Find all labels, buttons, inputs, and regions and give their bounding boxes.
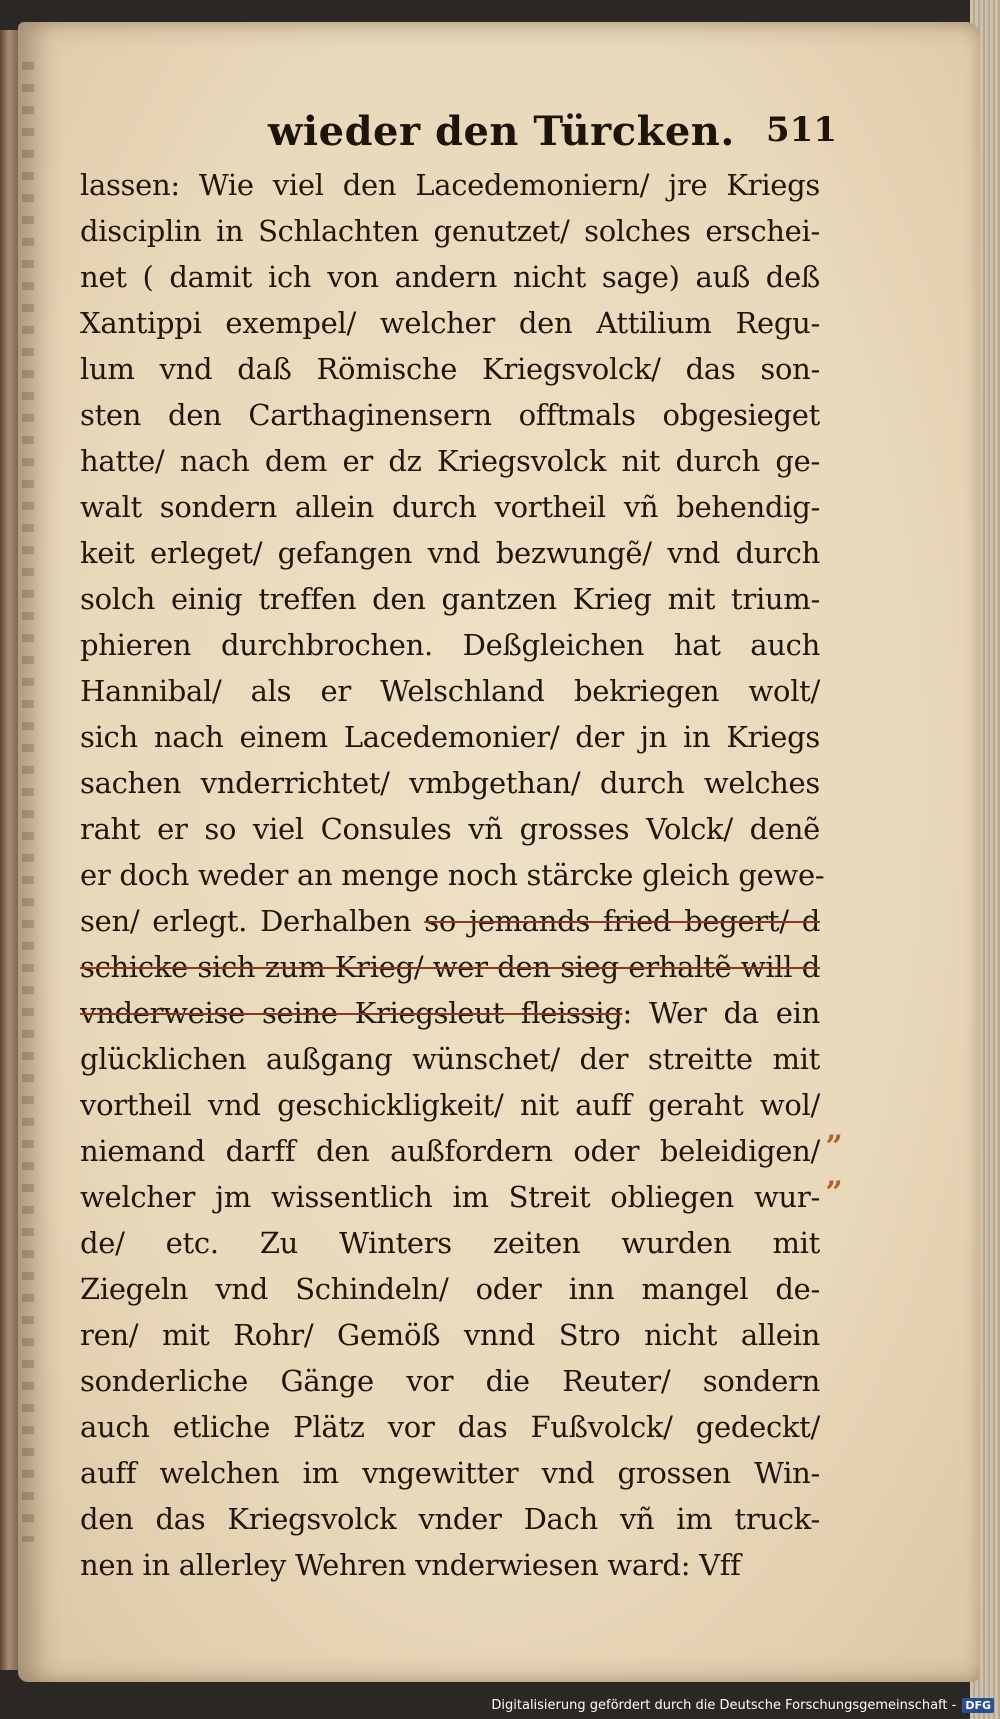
body-text: [80, 162, 825, 1588]
text-line-14: sachen vnderrichtet/ vmbgethan/ durch welches: [80, 766, 820, 800]
text-line-25: Ziegeln vnd Schindeln/ oder inn mangel de-: [80, 1272, 820, 1306]
text-line-17-plain: sen/ erlegt. Derhalben: [80, 904, 425, 938]
text-line-24: de/ etc. Zu Winters zeiten wurden mit: [80, 1226, 820, 1260]
text-line-17: [80, 898, 820, 944]
text-line-30: den das Kriegsvolck vnder Dach vñ im truck-: [80, 1502, 820, 1536]
book-page: [18, 22, 980, 1682]
text-line-28: auch etliche Plätz vor das Fußvolck/ gedeckt/: [80, 1410, 820, 1444]
text-line-7: hatte/ nach dem er dz Kriegsvolck nit durch ge-: [80, 444, 820, 478]
text-line-23: welcher jm wissentlich im Streit obliegen wur-: [80, 1180, 820, 1214]
text-line-2: disciplin in Schlachten genutzet/ solches erschei-: [80, 214, 820, 248]
text-line-3: net ( damit ich von andern nicht sage) auß deß: [80, 260, 820, 294]
text-line-22: niemand darff den außfordern oder beleidigen/: [80, 1134, 820, 1168]
text-line-15: raht er so viel Consules vñ grosses Volck/ denẽ: [80, 812, 820, 846]
text-line-18: [80, 944, 820, 990]
text-line-8: walt sondern allein durch vortheil vñ behendig-: [80, 490, 820, 524]
text-line-29: auff welchen im vngewitter vnd grossen Win-: [80, 1456, 820, 1490]
struck-text-19: vnderweise seine Kriegsleut fleissig: [80, 996, 623, 1030]
text-line-6: sten den Carthaginensern offtmals obgesieget: [80, 398, 820, 432]
running-head: wieder den Türcken.: [268, 108, 735, 155]
struck-text-18: schicke sich zum Krieg/ wer den sieg erhaltẽ will d: [80, 950, 820, 984]
text-line-4: Xantippi exempel/ welcher den Attilium Regu-: [80, 306, 820, 340]
margin-quote-mark-1: „: [826, 1112, 844, 1147]
text-line-19-plain: : Wer da ein: [622, 996, 820, 1030]
text-line-11: phieren durchbrochen. Deßgleichen hat auch: [80, 628, 820, 662]
text-line-16: er doch weder an menge noch stärcke gleich gewe-: [80, 858, 825, 892]
text-line-10: solch einig treffen den gantzen Krieg mit trium-: [80, 582, 820, 616]
facing-page-bleed: [22, 62, 34, 1542]
digitization-footer: [491, 1695, 994, 1715]
text-line-1: lassen: Wie viel den Lacedemoniern/ jre Kriegs: [80, 168, 820, 202]
text-line-21: vortheil vnd geschickligkeit/ nit auff geraht wol/: [80, 1088, 820, 1122]
page-number: 511: [766, 110, 837, 150]
text-line-26: ren/ mit Rohr/ Gemöß vnnd Stro nicht allein: [80, 1318, 820, 1352]
struck-text-17: so jemands fried begert/ d: [424, 904, 820, 938]
dfg-logo: DFG: [962, 1698, 994, 1713]
text-line-27: sonderliche Gänge vor die Reuter/ sondern: [80, 1364, 820, 1398]
text-line-9: keit erleget/ gefangen vnd bezwungẽ/ vnd durch: [80, 536, 820, 570]
text-line-20: glücklichen außgang wünschet/ der streitte mit: [80, 1042, 820, 1076]
text-line-19: [80, 990, 820, 1036]
text-line-31: nen in allerley Wehren vnderwiesen ward: Vff: [80, 1548, 741, 1582]
text-line-13: sich nach einem Lacedemonier/ der jn in Kriegs: [80, 720, 820, 754]
footer-credit: Digitalisierung gefördert durch die Deutsche Forschungsgemeinschaft -: [491, 1697, 957, 1713]
text-line-12: Hannibal/ als er Welschland bekriegen wolt/: [80, 674, 820, 708]
margin-quote-mark-2: „: [826, 1158, 844, 1193]
text-line-5: lum vnd daß Römische Kriegsvolck/ das son-: [80, 352, 820, 386]
